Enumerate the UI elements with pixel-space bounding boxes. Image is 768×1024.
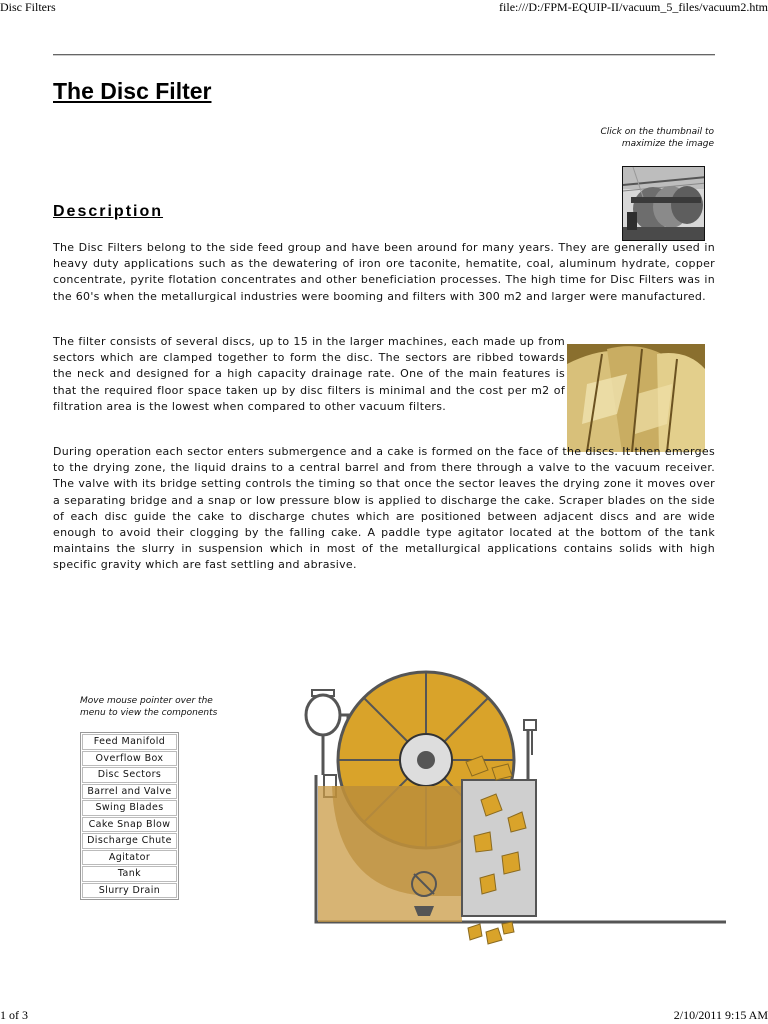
menu-item-agitator[interactable]: Agitator [82,850,177,866]
menu-item-overflow-box[interactable]: Overflow Box [82,751,177,767]
vacuum-receiver-vessel [306,695,340,735]
horizontal-rule [53,54,715,56]
description-paragraph-1: The Disc Filters belong to the side feed group and have been around for many years. They are generally used in heavy duty applications such as the dewatering of iron ore taconite, hematite, coal, aluminum hydrate, copper concentrate, pyrite flotation concentrates and other beneficiation processes. The high time for Disc Filters was in the 60's when the metallurgical industries were booming and filters with 300 m2 and larger were manufactured. [53,241,715,303]
page-count: 1 of 3 [0,1008,28,1022]
disc-filter-photo-thumbnail[interactable] [622,166,705,241]
menu-instruction: Move mouse pointer over the menu to view the components [80,696,218,718]
description-heading: Description [53,203,164,220]
component-menu [80,732,179,900]
disc-filter-illustration [296,660,726,950]
barrel-hub [417,751,435,769]
page-title: The Disc Filter [53,78,212,104]
menu-item-cake-snap-blow[interactable]: Cake Snap Blow [82,817,177,833]
print-header-title: Disc Filters [0,0,56,14]
cake-snap-blow [524,720,536,730]
menu-item-feed-manifold[interactable]: Feed Manifold [82,734,177,750]
print-header [0,0,768,16]
disc-filter-diagram [296,660,726,950]
menu-item-swing-blades[interactable]: Swing Blades [82,800,177,816]
discharge-chute [462,780,536,916]
menu-item-discharge-chute[interactable]: Discharge Chute [82,833,177,849]
print-footer [0,1008,768,1024]
menu-item-disc-sectors[interactable]: Disc Sectors [82,767,177,783]
description-paragraph-2: The filter consists of several discs, up to 15 in the larger machines, each made up from sectors which are clamped together to form the disc. The sectors are ribbed towards the neck and designed for a high capacity drainage rate. One of the main features is that the required floor space taken up by disc filters is minimal and the cost per m2 of filtration area is the lowest when compared to other vacuum filters. [53,335,565,413]
description-paragraph-3: During operation each sector enters submergence and a cake is formed on the face of the discs. It then emerges to the drying zone, the liquid drains to a central barrel and from there through a valve to the vacuum receiver. The valve with its bridge setting controls the timing so that once the sector leaves the drying zone it moves over a separating bridge and a snap or low pressure blow is applied to discharge the cake. Scraper blades on the side of each disc guide the cake to discharge chutes which are positioned between adjacent discs and are wide enough to avoid their clogging by the falling cake. A paddle type agitator located at the bottom of the tank maintains the slurry in suspension which in most of the metallurgical applications contains solids with high specific gravity which are fast settling and abrasive. [53,445,715,572]
menu-item-tank[interactable]: Tank [82,866,177,882]
machine-photo-image [623,167,705,241]
disc-sector-photo-thumbnail[interactable] [567,344,705,452]
sector-photo-image [567,344,705,452]
print-timestamp: 2/10/2011 9:15 AM [673,1008,768,1022]
menu-item-slurry-drain[interactable]: Slurry Drain [82,883,177,899]
falling-cake [468,922,514,944]
print-header-url: file:///D:/FPM-EQUIP-II/vacuum_5_files/vacuum2.htm [499,0,768,14]
menu-item-barrel-and-valve[interactable]: Barrel and Valve [82,784,177,800]
thumbnail-instruction: Click on the thumbnail to maximize the image [600,127,714,149]
